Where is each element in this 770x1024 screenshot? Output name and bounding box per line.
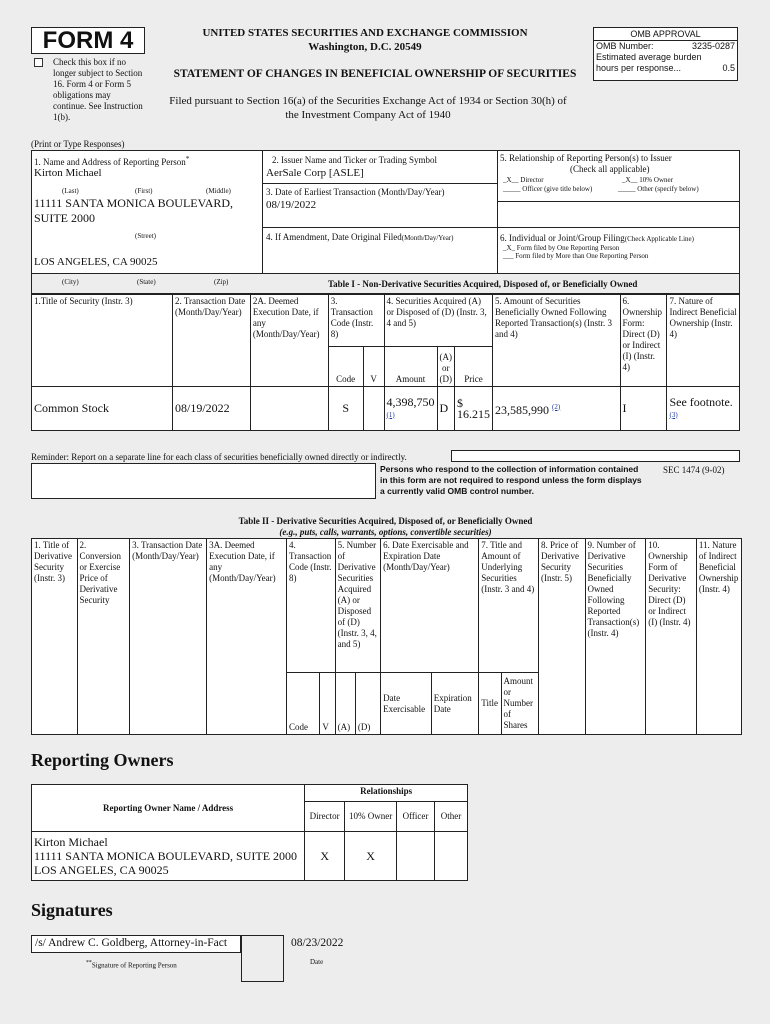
t2-h3: 3. Transaction Date (Month/Day/Year): [130, 539, 207, 735]
reminder-text: Reminder: Report on a separate line for each class of securities beneficially owned directly or indirectly.: [31, 452, 407, 462]
more-person-option[interactable]: ___ Form filed by More than One Reporting Person: [503, 252, 649, 260]
t1-security-title: Common Stock: [32, 387, 173, 431]
t1-h7: 7. Nature of Indirect Beneficial Ownership (Instr. 4): [667, 295, 740, 387]
signature-spacer: [241, 935, 284, 982]
signature-value: /s/ Andrew C. Goldberg, Attorney-in-Fact: [35, 937, 228, 949]
filed-pursuant-line1: Filed pursuant to Section 16(a) of the Securities Exchange Act of 1934 or Section 30(h) of: [169, 95, 567, 107]
t1-h1: 1.Title of Security (Instr. 3): [32, 295, 173, 387]
t2-expiration-header: Expiration Date: [431, 673, 479, 735]
table-row: [32, 387, 740, 431]
issuer-name: AerSale Corp [ASLE]: [266, 167, 364, 179]
persons-respond-notice: Persons who respond to the collection of information contained in this form are not required to respond unless the form displays a currently valid OMB control number.: [380, 464, 642, 496]
signature-date-label: Date: [310, 958, 324, 966]
ten-pct-header: 10% Owner: [345, 802, 397, 832]
t2-h4: 4. Transaction Code (Instr. 8): [287, 539, 336, 673]
earliest-transaction-date: 08/19/2022: [266, 199, 317, 211]
officer-header: Officer: [397, 802, 435, 832]
table1-title: Table I - Non-Derivative Securities Acquired, Disposed of, or Beneficially Owned: [328, 279, 638, 289]
t1-h5: 5. Amount of Securities Beneficially Owned Following Reported Transaction(s) (Instr. 3 and 4): [493, 295, 621, 387]
t1-h6: 6. Ownership Form: Direct (D) or Indirect (I) (Instr. 4): [620, 295, 667, 387]
box6-label: 6. Individual or Joint/Group Filing(Check Applicable Line): [500, 233, 694, 243]
owner-director-mark: X: [305, 832, 345, 881]
t2-h11: 11. Nature of Indirect Beneficial Ownership (Instr. 4): [696, 539, 741, 735]
footnote-3-link[interactable]: (3): [669, 410, 678, 419]
t1-transaction-date: 08/19/2022: [173, 387, 251, 431]
t2-d-header: (D): [355, 673, 380, 735]
t2-a-header: (A): [335, 673, 355, 735]
reporter-street-2: SUITE 2000: [34, 211, 95, 225]
box3-label: 3. Date of Earliest Transaction (Month/Day/Year): [266, 187, 445, 197]
owner-ten-pct-mark: X: [345, 832, 397, 881]
t1-h3: 3. Transaction Code (Instr. 8): [328, 295, 384, 347]
owner-name-header: Reporting Owner Name / Address: [32, 785, 305, 832]
director-option[interactable]: _X__ Director: [503, 176, 544, 184]
filed-pursuant-line2: the Investment Company Act of 1940: [285, 109, 451, 121]
t2-h10: 10. Ownership Form of Derivative Security: Direct (D) or Indirect (I) (Instr. 4): [646, 539, 697, 735]
footnote-1-link[interactable]: (1): [386, 410, 395, 419]
officer-option[interactable]: _____ Officer (give title below): [503, 185, 593, 193]
t1-owned-cell: 23,585,990 $^{(2)}$: [493, 387, 621, 431]
agency-name: UNITED STATES SECURITIES AND EXCHANGE COMMISSION: [202, 27, 528, 39]
signature-label: **Signature of Reporting Person: [86, 960, 177, 970]
ten-pct-owner-option[interactable]: _X__ 10% Owner: [622, 176, 673, 184]
t2-title-header: Title: [479, 673, 501, 735]
footnote-2-link[interactable]: (2): [552, 402, 561, 411]
t1-v-header: V: [363, 347, 384, 387]
box1-label: 1. Name and Address of Reporting Person*: [34, 154, 190, 167]
reporting-owners-table: [31, 784, 468, 881]
t2-h7: 7. Title and Amount of Underlying Securities (Instr. 3 and 4): [479, 539, 539, 673]
reminder-left-box: [31, 463, 376, 499]
signatures-heading: Signatures: [31, 900, 113, 920]
t2-h8: 8. Price of Derivative Security (Instr. 5): [538, 539, 585, 735]
box5-label: 5. Relationship of Reporting Person(s) to Issuer: [500, 153, 672, 163]
agency-location: Washington, D.C. 20549: [308, 41, 422, 53]
no-longer-subject-checkbox[interactable]: [34, 58, 43, 67]
table2-subtitle: (e.g., puts, calls, warrants, options, convertible securities): [279, 527, 492, 537]
check-all-note: (Check all applicable): [570, 164, 650, 174]
t2-h5: 5. Number of Derivative Securities Acquired (A) or Disposed of (D) (Instr. 3, 4, and 5): [335, 539, 381, 673]
relationships-header: Relationships: [305, 785, 468, 802]
checkbox-instruction: Check this box if no longer subject to Section 16. Form 4 or Form 5 obligations may continue. See Instruction 1(b).: [53, 57, 143, 122]
omb-approval-box: [593, 27, 738, 81]
last-label: (Last): [62, 187, 79, 195]
t2-date-exercisable-header: Date Exercisable: [381, 673, 432, 735]
t1-ownership-form: I: [620, 387, 667, 431]
sec-number: SEC 1474 (9-02): [663, 465, 725, 475]
first-label: (First): [135, 187, 153, 195]
t1-code-header: Code: [328, 347, 363, 387]
omb-burden: Estimated average burden: [596, 52, 702, 62]
other-option[interactable]: _____ Other (specify below): [618, 185, 699, 193]
t2-v-header: V: [320, 673, 335, 735]
table2-title: Table II - Derivative Securities Acquired, Disposed of, or Beneficially Owned: [238, 516, 533, 526]
other-header: Other: [435, 802, 468, 832]
omb-hours: 0.5: [722, 63, 735, 73]
state-label: (State): [137, 278, 156, 286]
table2-derivative: [31, 538, 742, 735]
t2-h9: 9. Number of Derivative Securities Beneficially Owned Following Reported Transaction(s) (Instr. 4): [585, 539, 646, 735]
table1-non-derivative: [31, 294, 740, 431]
t1-price-header: Price: [455, 347, 493, 387]
t2-h3a: 3A. Deemed Execution Date, if any (Month/Day/Year): [207, 539, 287, 735]
table-row: [32, 832, 468, 881]
box4-label: 4. If Amendment, Date Original Filed(Month/Day/Year): [266, 232, 454, 242]
reminder-right-box: [451, 450, 740, 462]
omb-number-label: OMB Number:: [596, 41, 654, 51]
city-label: (City): [62, 278, 79, 286]
statement-title: STATEMENT OF CHANGES IN BENEFICIAL OWNERSHIP OF SECURITIES: [173, 68, 577, 80]
print-type-note: (Print or Type Responses): [31, 139, 125, 149]
omb-hours-label: hours per response...: [596, 63, 682, 73]
t2-code-header: Code: [287, 673, 320, 735]
street-label: (Street): [135, 232, 156, 240]
t1-ad: D: [437, 387, 455, 431]
reporter-city: LOS ANGELES, CA 90025: [34, 256, 158, 268]
t2-h1: 1. Title of Derivative Security (Instr. 3): [32, 539, 78, 735]
t1-h2: 2. Transaction Date (Month/Day/Year): [173, 295, 251, 387]
t2-h2: 2. Conversion or Exercise Price of Derivative Security: [77, 539, 130, 735]
omb-number: 3235-0287: [691, 41, 735, 51]
t1-amount-header: Amount: [384, 347, 437, 387]
zip-label: (Zip): [214, 278, 229, 286]
middle-label: (Middle): [206, 187, 231, 195]
owner-info-cell: Kirton Michael 11111 SANTA MONICA BOULEVARD, SUITE 2000 LOS ANGELES, CA 90025: [32, 832, 305, 881]
reporting-owners-heading: Reporting Owners: [31, 750, 174, 770]
t1-ad-header: (A) or (D): [437, 347, 455, 387]
director-header: Director: [305, 802, 345, 832]
t1-h2a: 2A. Deemed Execution Date, if any (Month/Day/Year): [250, 295, 328, 387]
one-person-option[interactable]: _X_ Form filed by One Reporting Person: [503, 244, 620, 252]
t1-h4: 4. Securities Acquired (A) or Disposed of (D) (Instr. 3, 4 and 5): [384, 295, 493, 347]
t1-nature-cell: See footnote. (3): [667, 387, 740, 431]
box2-label: 2. Issuer Name and Ticker or Trading Symbol: [272, 155, 437, 165]
t2-amount-shares-header: Amount or Number of Shares: [501, 673, 538, 735]
reporter-name: Kirton Michael: [34, 167, 102, 179]
t1-code: S: [328, 387, 363, 431]
form-title: FORM 4: [42, 27, 134, 54]
t2-h6: 6. Date Exercisable and Expiration Date (Month/Day/Year): [381, 539, 479, 673]
signature-date: 08/23/2022: [291, 937, 344, 949]
reporter-street-1: 11111 SANTA MONICA BOULEVARD,: [34, 196, 234, 210]
t1-price-cell: $ 16.215: [455, 387, 493, 431]
t1-amount-cell: 4,398,750 (1): [384, 387, 437, 431]
form-title-box: [31, 27, 145, 54]
omb-title: OMB APPROVAL: [594, 28, 737, 41]
